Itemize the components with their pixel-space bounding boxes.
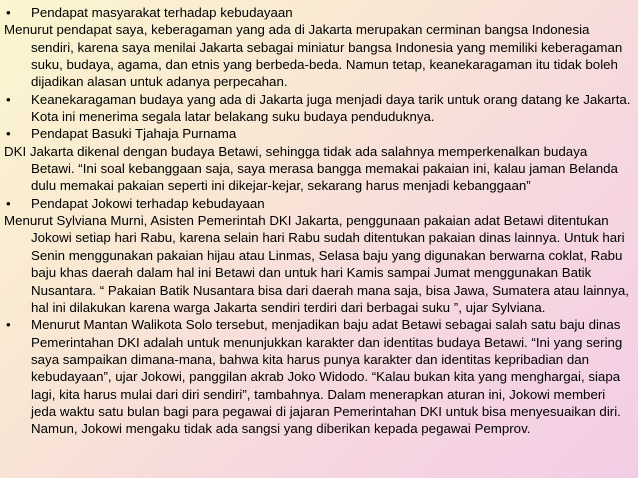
bullet-text: Menurut Mantan Walikota Solo tersebut, menjadikan baju adat Betawi sebagai salah satu baju dinas Pemerintahan DKI adalah untuk menunjukkan karakter dan identitas budaya Betawi. “Ini yang sering saya sampaikan dimana-mana, bahwa kita harus punya karakter dan identitas kepribadian dan kebudayaan”, ujar Jokowi, panggilan akrab Joko Widodo. “Kalau bukan kita yang menghargai, siapa lagi, kita harus mulai dari diri sendiri”, tambahnya. Dalam menerapkan aturan ini, Jokowi memberi jeda waktu satu bulan bagi para pegawai di jajaran Pemerintahan DKI untuk bisa menyesuaikan diri. Namun, Jokowi mengaku tidak ada sangsi yang diberikan kepada pegawai Pemprov. xyxy=(31,317,623,437)
bullet-text: Keanekaragaman budaya yang ada di Jakarta juga menjadi daya tarik untuk orang datang ke Jakarta. Kota ini menerima segala latar belakang suku budaya penduduknya. xyxy=(31,91,631,125)
bullet-icon: • xyxy=(6,126,11,142)
bullet-item xyxy=(4,4,634,21)
bullet-item xyxy=(4,91,634,126)
bullet-item xyxy=(4,316,634,437)
paragraph: DKI Jakarta dikenal dengan budaya Betawi, sehingga tidak ada salahnya memperkenalkan budaya Betawi. “Ini soal kebanggaan saja, saya merasa bangga memakai pakaian ini, kalau jaman Belanda dulu memakai pakaian seperti ini dikejar-kejar, sekarang harus menjadi kebanggaan” xyxy=(4,143,618,194)
bullet-icon: • xyxy=(6,317,11,333)
bullet-icon: • xyxy=(6,195,11,211)
bullet-text: Pendapat masyarakat terhadap kebudayaan xyxy=(31,5,293,20)
bullet-icon: • xyxy=(6,5,11,20)
bullet-item xyxy=(4,195,634,212)
bullet-text: Pendapat Jokowi terhadap kebudayaan xyxy=(31,195,265,211)
slide-body xyxy=(4,4,634,438)
paragraph: Menurut Sylviana Murni, Asisten Pemerintah DKI Jakarta, penggunaan pakaian adat Betawi ditentukan Jokowi setiap hari Rabu, karena selain hari Rabu sudah ditentukan pakaian dinas lainnya. Untuk hari Senin menggunakan pakaian hijau atau Linmas, Selasa baju yang digunakan berwarna coklat, Rabu baju khas daerah dalam hal ini Betawi dan untuk hari Kamis sampai Jumat menggunakan Batik Nusantara. “ Pakaian Batik Nusantara bisa dari daerah mana saja, bisa Jawa, Sumatera atau lainnya, hal ini dilakukan karena warga Jakarta sendiri terdiri dari berbagai suku ”, ujar Sylviana. xyxy=(4,213,629,315)
bullet-icon: • xyxy=(6,91,11,107)
bullet-text: Pendapat Basuki Tjahaja Purnama xyxy=(31,126,237,142)
paragraph: Menurut pendapat saya, keberagaman yang ada di Jakarta merupakan cerminan bangsa Indonesia sendiri, karena saya menilai Jakarta sebagai miniatur bangsa Indonesia yang memiliki keberagaman suku, budaya, agama, dan etnis yang berbeda-beda. Namun tetap, keanekaragaman itu tidak boleh dijadikan alasan untuk adanya perpecahan. xyxy=(4,22,623,90)
bullet-item xyxy=(4,125,634,142)
